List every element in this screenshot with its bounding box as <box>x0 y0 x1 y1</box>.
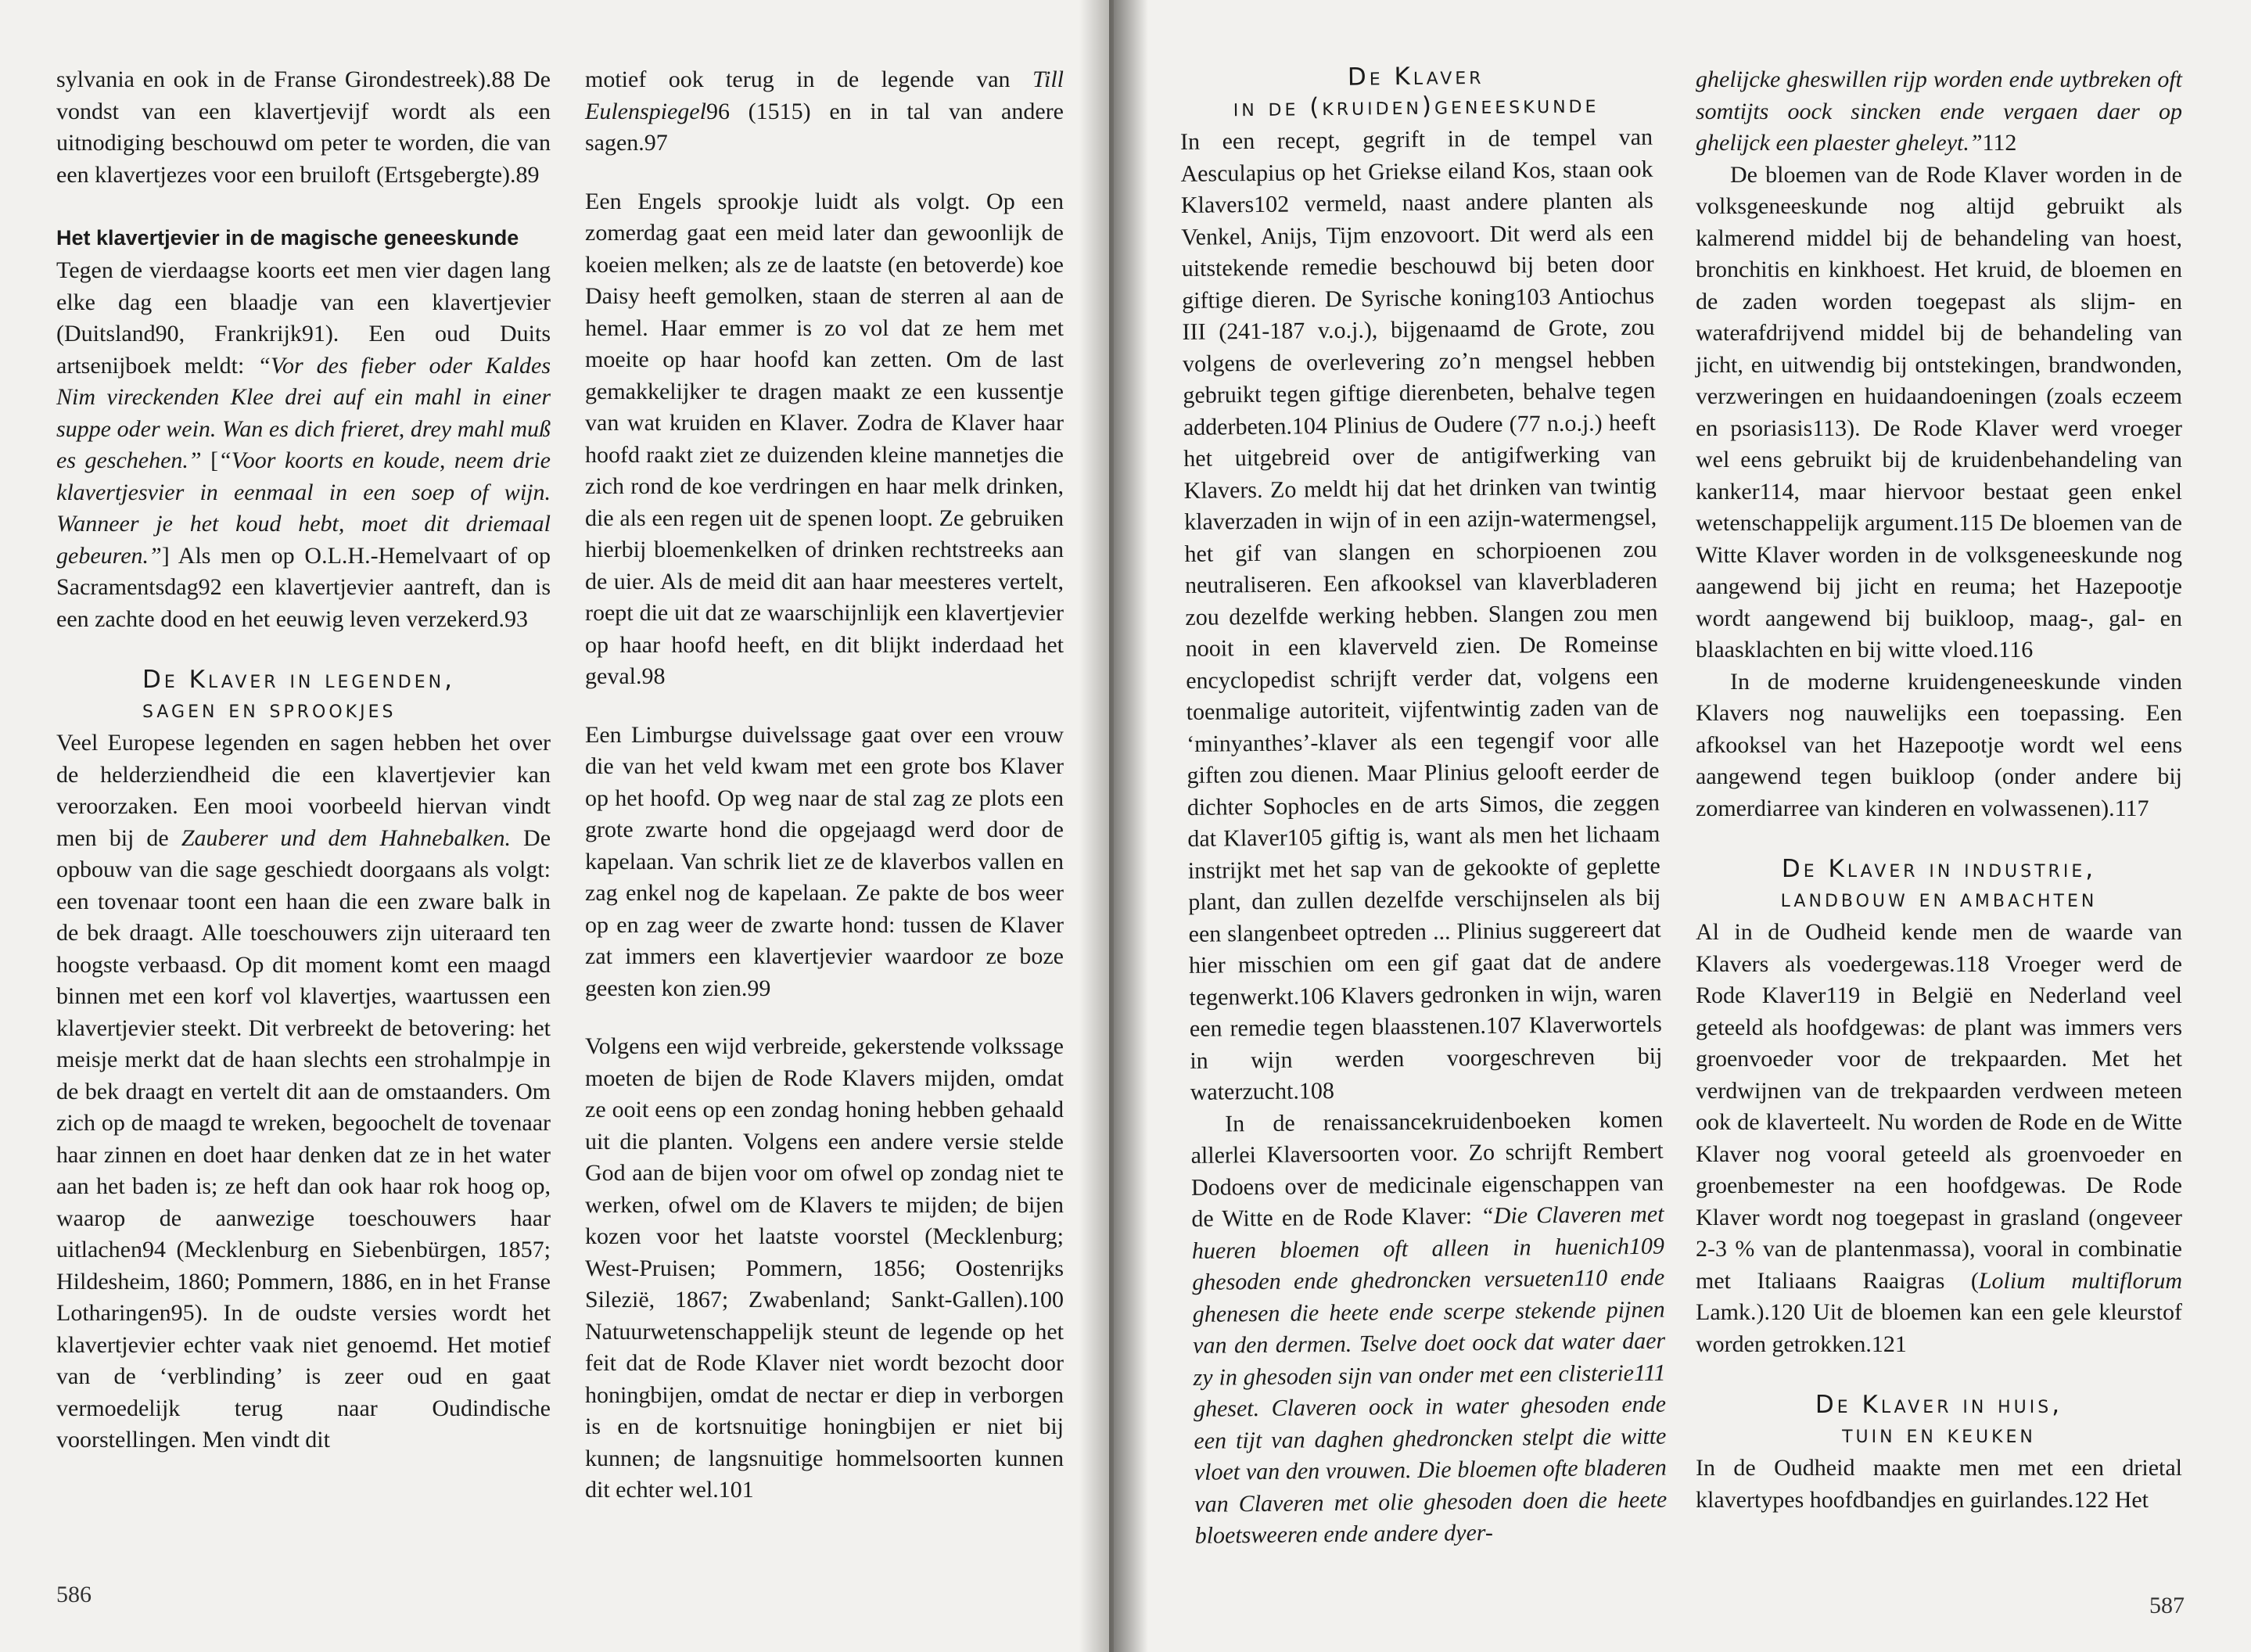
text-run: 96 (1515) en in tal van andere sagen.97 <box>585 98 1064 156</box>
right-page-column-1 <box>1179 59 1668 1553</box>
right-page-column-2 <box>1696 64 2182 1516</box>
quote-italic: “Voor koorts en koude, neem drie klavertjesvier in eenmaal in een soep of wijn. Wanneer je het koud hebt, moet dit driemaal gebeuren.” <box>56 447 551 569</box>
quote-italic: “Vor des fieber oder Kaldes Nim vireckenden Klee drei auf ein mahl in einer suppe oder wein. Wan es dich frieret, drey mahl muß es geschehen.” <box>56 352 551 473</box>
section-heading <box>1179 59 1653 124</box>
section-heading-line: De Klaver <box>1347 61 1485 92</box>
left-page <box>0 0 1109 1652</box>
paragraph <box>1696 917 2182 1360</box>
section-heading-line: sagen en sprookjes <box>142 695 397 724</box>
page-number: 586 <box>56 1582 92 1607</box>
quote-italic: ghelijcke gheswillen rijp worden ende uytbreken oft somtijts oock sincken ende vergaen daer op ghelijck een plaester gheleyt.” <box>1696 66 2182 156</box>
text-run: 112 <box>1982 130 2017 156</box>
text-run: Al in de Oudheid kende men de waarde van Klavers als voedergewas.118 Vroeger werd de Rode Klaver119 in België en Nederland veel geteeld als hoofdgewas: de plant was immers vers groenvoeder voor de trekpaarden. Met het verdwijnen van de trekpaarden verdween meteen ook de klaverteelt. Nu worden de Rode en de Witte Klaver nog vooral geteeld als groenvoeder en groenbemester na een hoofdgewas. De Rode Klaver wordt nog toegepast in grasland (ongeveer 2-3 % van de plantenmassa), vooral in combinatie met Italiaans Raaigras ( <box>1696 919 2182 1294</box>
text-run: ] Als men op O.L.H.-Hemelvaart of op Sacramentsdag92 een klavertjevier aantreft, dan is een zachte dood en het eeuwig leven verzekerd.93 <box>56 542 551 632</box>
text-run: motief ook terug in de legende van <box>585 66 1032 92</box>
paragraph <box>1190 1104 1668 1552</box>
paragraph: In een recept, gegrift in de tempel van Aesculapius op het Griekse eiland Kos, staan ook Klavers102 vermeld, naast andere planten als Venkel, Anijs, Tijm enzovoort. Dit werd als een uitstekende remedie beschouwd bij beten door giftige dieren. De Syrische koning103 Antiochus III (241-187 v.o.j.), bijgenaamd de Grote, zou volgens de overlevering zo’n mengsel hebben gebruikt tegen giftige dierenbeten, behalve tegen adderbeten.104 Plinius de Oudere (77 n.o.j.) heeft het uitgebreid over de antigifwerking van Klavers. Zo meldt hij dat het drinken van twintig klaverzaden in wijn of in een azijn-watermengsel, het gif van slangen en schorpioenen zou neutraliseren. Een afkooksel van klaverbladeren zou dezelfde werking hebben. Slangen zou men nooit in een klaverveld zien. De Romeinse encyclopedist schrijft verder dat, volgens een toenmalige autoriteit, vijfentwintig zaden van de ‘minyanthes’-klaver als een tegengif voor alle giften zou dienen. Maar Plinius gelooft eerder de dichter Sophocles en de arts Simos, die zeggen dat Klaver105 giftig is, want als men het lichaam instrijkt met het sap van de gekookte of geplette plant, dan zullen dezelfde verschijnselen als bij een slangenbeet optreden ... Plinius suggereert dat hier misschien om een gif gaat dat de andere tegenwerkt.106 Klavers gedronken in wijn, waren een remedie tegen blaasstenen.107 Klaverwortels in wijn werden voorgeschreven bij waterzucht.108 <box>1179 124 1663 1105</box>
paragraph <box>56 727 551 1456</box>
section-heading-line: De Klaver in huis, <box>1815 1391 2063 1419</box>
latin-name-italic: Lolium multiflorum <box>1978 1267 2182 1294</box>
text-run: [ <box>201 447 219 473</box>
paragraph <box>56 255 551 635</box>
gutter-shadow <box>1109 0 1148 1652</box>
text-run: Lamk.).120 Uit de bloemen kan een gele kleurstof worden getrokken.121 <box>1696 1299 2182 1357</box>
paragraph: Een Engels sprookje luidt als volgt. Op een zomerdag gaat een meid later dan gewoonlijk de koeien melken; als ze de laatste (en betoverde) koe Daisy heeft gemolken, staan de sterren al aan de hemel. Haar emmer is zo vol dat ze hem met moeite op haar hoofd kan zetten. Om de last gemakkelijker te dragen maakt ze een kussentje van wat kruiden en Klaver. Zodra de Klaver haar hoofd raakt ziet ze duizenden kleine mannetjes die zich rond de koe verdringen en haar melk drinken, die als een regen uit de spenen loopt. Ze gebruiken hierbij bloemenkelken of drinken rechtstreeks aan de uier. Als de meid dit aan haar meesteres vertelt, roept die uit dat ze waarschijnlijk een klavertjevier op haar hoofd heeft, en dit blijkt inderdaad het geval.98 <box>585 188 1064 689</box>
subheading: Het klavertjevier in de magische geneeskunde <box>56 226 519 250</box>
paragraph: In de moderne kruidengeneeskunde vinden Klavers nog nauwelijks een toepassing. Een afkooksel van het Hazepootje wordt wel eens aangewend tegen buikloop (onder andere bij zomerdiarree van kinderen en volwassenen).117 <box>1696 668 2182 821</box>
paragraph: sylvania en ook in de Franse Girondestreek).88 De vondst van een klavertjevijf wordt als een uitnodiging beschouwd om peter te worden, die van een klavertjezes voor een bruiloft (Ertsgebergte).89 <box>56 66 551 188</box>
section-heading <box>1696 854 2182 914</box>
section-heading-line: tuin en keuken <box>1842 1420 2036 1449</box>
section-heading-line: De Klaver in legenden, <box>142 666 455 694</box>
section-heading-line: landbouw en ambachten <box>1780 885 2098 913</box>
text-run: In de renaissancekruidenboeken komen allerlei Klaversoorten voor. Zo schrijft Rembert Dodoens over de medicinale eigenschappen van de Witte en de Rode Klaver: <box>1190 1106 1664 1232</box>
gutter-shadow <box>1079 0 1109 1652</box>
section-heading-line: De Klaver in industrie, <box>1781 855 2097 883</box>
text-run: Veel Europese legenden en sagen hebben het over de helderziendheid die een klavertjevier kan veroorzaken. Een mooi voorbeeld hiervan vindt men bij de <box>56 730 551 851</box>
section-heading <box>1696 1390 2182 1449</box>
section-heading <box>56 665 551 724</box>
quote-italic: “Die Claveren met hueren bloemen oft alleen in huenich109 ghesoden ende ghedroncken versueten110 ende ghenesen die heete ende scerpe stekende pijnen van den dermen. Tselve doet oock dat water daer zy in ghesoden sijn van onder met een clisterie111 gheset. Claveren oock in water ghesoden ende een tijt van daghen ghedroncken stelpt die witte vloet van den vrouwen. Die bloemen ofte bladeren van Claveren met olie ghesoden doen die heete bloetsweeren ende andere dyer- <box>1191 1201 1668 1549</box>
paragraph: De bloemen van de Rode Klaver worden in de volksgeneeskunde nog altijd gebruikt als kalmerend middel bij de behandeling van hoest, bronchitis en kinkhoest. Het kruid, de bloemen en de zaden worden toegepast als slijm- en waterafdrijvend middel bij de behandeling van jicht, en uitwendig bij ontstekingen, brandwonden, verzweringen en huidaandoeningen (zoals eczeem en psoriasis113). De Rode Klaver werd vroeger wel eens gebruikt bij de kruidenbehandeling van kanker114, maar hiervoor bestaat geen enkel wetenschappelijk argument.115 De bloemen van de Witte Klaver worden in de volksgeneeskunde nog aangewend bij jicht en reuma; het Hazepootje wordt aangewend bij buikloop, maag-, gal- en blaasklachten en bij witte vloed.116 <box>1696 161 2182 663</box>
left-page-column-2 <box>585 64 1064 1507</box>
paragraph: Een Limburgse duivelssage gaat over een vrouw die van het veld kwam met een grote bos Klaver op het hoofd. Op weg naar de stal zag ze plots een grote zwarte hond die opgejaagd werd door de kapelaan. Van schrik liet ze de klaverbos vallen en zag enkel nog de kapelaan. Ze pakte de bos weer op en zag weer de zwarte hond: tussen de Klaver zat immers een klavertjevier waardoor ze boze geesten kon zien.99 <box>585 721 1064 1001</box>
section-heading-line: in de (kruiden)geneeskunde <box>1233 90 1599 123</box>
paragraph <box>1696 64 2182 160</box>
left-page-column-1 <box>56 64 551 1456</box>
text-run: Tegen de vierdaagse koorts eet men vier dagen lang elke dag een blaadje van een klavertjevier (Duitsland90, Frankrijk91). Een oud Duits artsenijboek meldt: <box>56 257 551 379</box>
paragraph: Volgens een wijd verbreide, gekerstende volkssage moeten de bijen de Rode Klavers mijden, omdat ze ooit eens op een zondag honing hebben gehaald uit die planten. Volgens een andere versie stelde God aan de bijen voor om ofwel op zondag niet te werken, ofwel om de Klavers te mijden; de bijen kozen voor het laatste voorstel (Mecklenburg; West-Pruisen; Pommern, 1856; Oostenrijks Silezië, 1867; Zwabenland; Sankt-Gallen).100 Natuurwetenschappelijk steunt de legende op het feit dat de Rode Klaver niet wordt bezocht door honingbijen, omdat de nectar er diep in verborgen is en de kortsnuitige honingbijen er niet bij kunnen; de langsnuitige hommelsoorten kunnen dit echter wel.101 <box>585 1033 1064 1503</box>
title-italic: Till Eulenspiegel <box>585 66 1064 124</box>
text-run: De opbouw van die sage geschiedt doorgaans als volgt: een tovenaar toont een haan die een zware balk in de bek draagt. Alle toeschouwers zijn uiteraard ten hoogste verbaasd. Op dit moment komt een maagd binnen met een korf vol klavertjes, waartussen een klavertjevier steekt. Dit verbreekt de betovering: het meisje merkt dat de haan slechts een strohalmpje in de bek draagt en vertelt dit aan de omstaanders. Om zich op de maagd te wreken, begoochelt de tovenaar haar zinnen en doet haar denken dat ze in het water aan het baden is; ze heft dan ook haar rok hoog op, waarop de aanwezige toeschouwers haar uitlachen94 (Mecklenburg en Siebenbürgen, 1857; Hildesheim, 1860; Pommern, 1886, en in het Franse Lotharingen95). In de oudste versies wordt het klavertjevier echter vaak niet genoemd. Het motief van de ‘verblinding’ is zeer oud en gaat vermoedelijk terug naar Oudindische voorstellingen. Men vindt dit <box>56 824 551 1453</box>
title-italic: Zauberer und dem Hahnebalken. <box>181 824 511 851</box>
paragraph <box>585 64 1064 160</box>
paragraph: In de Oudheid maakte men met een drietal klavertypes hoofdbandjes en guirlandes.122 Het <box>1696 1455 2182 1513</box>
page-number: 587 <box>2149 1593 2185 1618</box>
